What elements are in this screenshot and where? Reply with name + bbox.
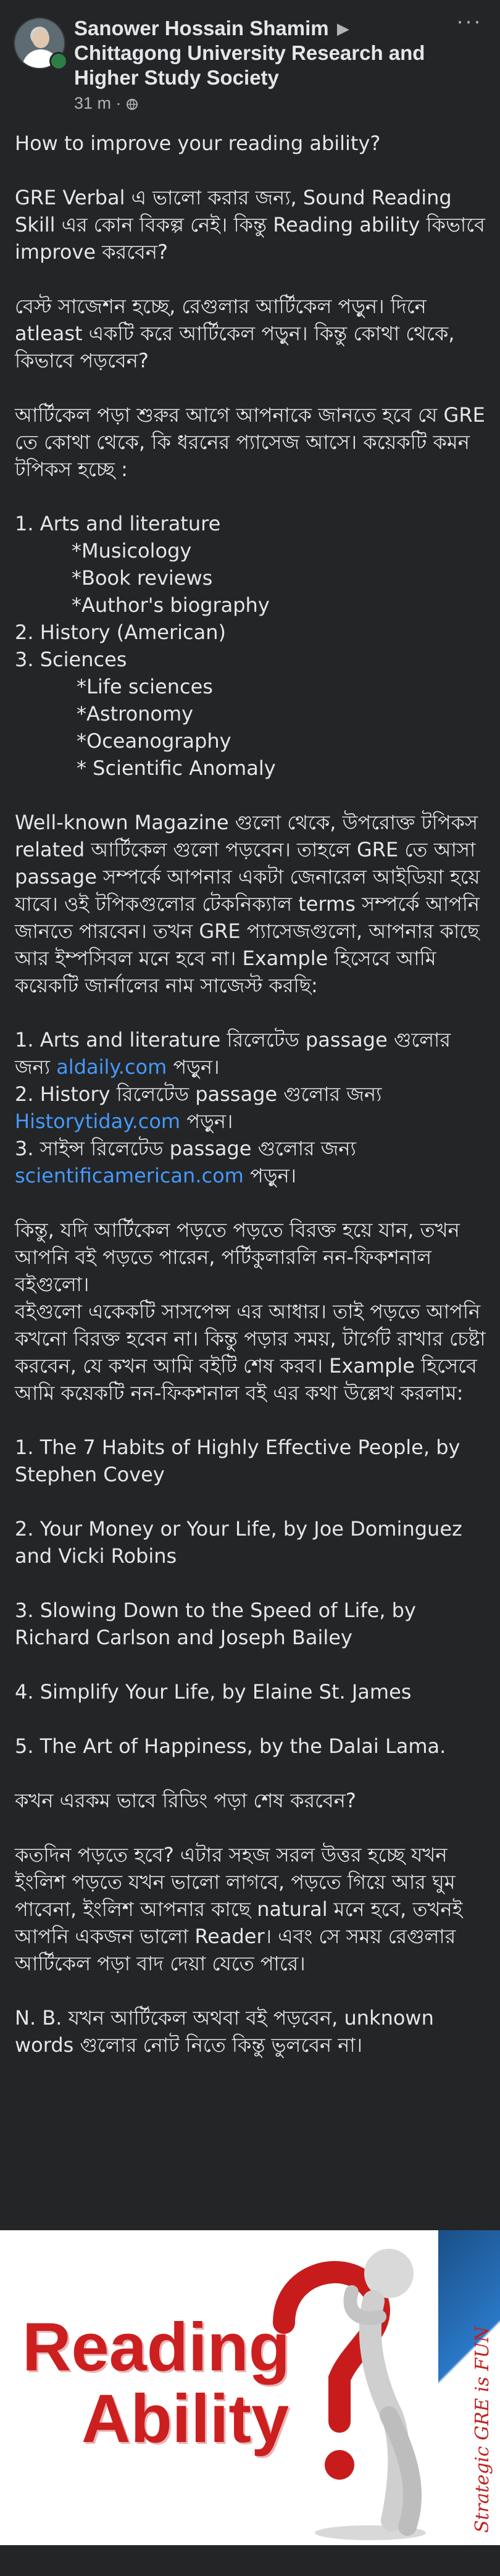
post-paragraph-5a: কিন্তু, যদি আর্টিকেল পড়তে পড়তে বিরক্ত হয়ে যান, তখন আপনি বই পড়তে পারেন, পর্টিকুলারলি নন-ফিকশনাল বইগুলো। bbox=[15, 1218, 460, 1296]
topic-subitem: *Life sciences bbox=[77, 675, 213, 698]
topic-item: 2. History (American) bbox=[15, 621, 226, 644]
topic-subitem: *Astronomy bbox=[77, 702, 194, 726]
post-paragraph-1: GRE Verbal এ ভালো করার জন্য, Sound Reading Skill এর কোন বিকল্প নেই। কিন্তু Reading ability কিভাবে improve করবেন? bbox=[15, 186, 485, 264]
book-item: 5. The Art of Happiness, by the Dalai Lama. bbox=[15, 1734, 446, 1758]
source-tail: পড়ুন। bbox=[167, 1055, 220, 1079]
post-paragraph-3: আর্টিকেল পড়া শুরুর আগে আপনাকে জানতে হবে যে GRE তে কোথা থেকে, কি ধরনের প্যাসেজ আসে। কয়েকটি কমন টপিকস হচ্ছে : bbox=[15, 403, 485, 481]
book-item: 3. Slowing Down to the Speed of Life, by Richard Carlson and Joseph Bailey bbox=[15, 1599, 416, 1649]
post-note: N. B. যখন আর্টিকেল অথবা বই পড়বেন, unknown words গুলোর নোট নিতে কিন্তু ভুলবেন না। bbox=[15, 2006, 434, 2057]
author-name[interactable]: Sanower Hossain Shamim bbox=[74, 17, 329, 40]
source-list bbox=[15, 1026, 488, 1189]
book-item: 2. Your Money or Your Life, by Joe Dominguez and Vicki Robins bbox=[15, 1517, 462, 1568]
topic-subitem: *Author's biography bbox=[72, 593, 270, 617]
source-text: 2. History রিলেটেড passage গুলোর জন্য bbox=[15, 1082, 382, 1106]
topic-item: 1. Arts and literature bbox=[15, 512, 221, 535]
book-item: 1. The 7 Habits of Highly Effective People, by Stephen Covey bbox=[15, 1436, 460, 1486]
source-text: 1. Arts and literature রিলেটেড passage গুলোর জন্য bbox=[15, 1028, 451, 1079]
post-paragraph-5b: বইগুলো একেকটি সাসপেন্স এর আধার। তাই পড়তে আপনি কখনো বিরক্ত হবেন না। কিন্তু পড়ার সময়, টার্গেট রাখার চেষ্টা করবেন, যে কখন আমি বইটি শেষ করব। Example হিসেবে আমি কয়েকটি নন-ফিকশনাল বই এর কথা উল্লেখ করলাম: bbox=[15, 1300, 486, 1405]
meta-separator: · bbox=[115, 94, 122, 112]
topic-subitem: *Book reviews bbox=[72, 566, 213, 590]
caret-right-icon: ▶ bbox=[336, 19, 349, 38]
source-item bbox=[15, 1081, 488, 1135]
source-item bbox=[15, 1026, 488, 1081]
topic-subitem: *Oceanography bbox=[77, 729, 231, 753]
topic-list bbox=[15, 510, 488, 782]
author-group-line bbox=[74, 16, 451, 90]
group-name[interactable]: Chittagong University Research and Higher Study Society bbox=[74, 41, 425, 89]
more-options-button[interactable]: ··· bbox=[456, 8, 482, 33]
topic-item: 3. Sciences bbox=[15, 648, 127, 671]
post-paragraph-6: কতদিন পড়তে হবে? এটার সহজ সরল উত্তর হচ্ছে যখন ইংলিশ পড়তে যখন ভালো লাগবে, পড়তে গিয়ে আর ঘুম পাবেনা, ইংলিশ আপনার কাছে natural মনে হবে, তখনই আপনি একজন ভালো Reader। এবং সে সময় রেগুলার আর্টিকেল পড়া বাদ দেয়া যেতে পারে। bbox=[15, 1843, 463, 1975]
post-meta bbox=[74, 93, 451, 114]
header-text bbox=[74, 16, 451, 114]
post-time[interactable]: 31 m bbox=[74, 94, 112, 112]
topic-subitem: *Musicology bbox=[72, 539, 192, 562]
post-paragraph-4: Well-known Magazine গুলো থেকে, উপরোক্ত টপিকস related আর্টিকেল গুলো পড়বেন। তাহলে GRE তে আসা passage সম্পর্কে আপনার একটা জেনারেল আইডিয়া হয়ে যাবে। ওই টপিকগুলোর টেকনিক্যাল terms সম্পর্কে আপনি জানতে পারবেন। তখন GRE প্যাসেজগুলো, আপনার কাছে আর ইম্পসিবল মনে হবে না। Example হিসেবে আমি কয়েকটি জার্নালের নাম সাজেস্ট করছি: bbox=[15, 811, 480, 997]
post-header bbox=[0, 0, 500, 123]
source-text: 3. সাইন্স রিলেটেড passage গুলোর জন্য bbox=[15, 1137, 356, 1160]
post-question-2: কখন এরকম ভাবে রিডিং পড়া শেষ করবেন? bbox=[15, 1789, 356, 1812]
historytoday-link[interactable]: Historytiday.com bbox=[15, 1110, 181, 1133]
post-footer bbox=[0, 2545, 500, 2576]
post-paragraph-2: বেস্ট সাজেশন হচ্ছে, রেগুলার আর্টিকেল পড়ুন। দিনে atleast একটি করে আর্টিকেল পড়ুন। কিন্তু কোথা থেকে, কিভাবে পড়বেন? bbox=[15, 295, 455, 372]
source-tail: পড়ুন। bbox=[243, 1164, 297, 1187]
post-image[interactable] bbox=[0, 2230, 500, 2545]
image-title-line-2: Ability bbox=[81, 2381, 290, 2457]
source-item bbox=[15, 1135, 488, 1189]
group-badge-icon bbox=[49, 52, 68, 70]
scientificamerican-link[interactable]: scientificamerican.com bbox=[15, 1164, 244, 1187]
source-tail: পড়ুন। bbox=[180, 1110, 233, 1133]
post-question: How to improve your reading ability? bbox=[15, 132, 381, 155]
image-title-line-1: Reading bbox=[22, 2309, 290, 2385]
book-item: 4. Simplify Your Life, by Elaine St. James bbox=[15, 1680, 412, 1704]
aldaily-link[interactable]: aldaily.com bbox=[56, 1055, 167, 1079]
topic-subitem: * Scientific Anomaly bbox=[77, 756, 276, 780]
post-body bbox=[15, 130, 488, 2086]
image-side-text: Strategic GRE is FUN bbox=[472, 2326, 493, 2533]
thinking-figure-illustration bbox=[259, 2230, 444, 2545]
avatar-face bbox=[32, 28, 49, 48]
globe-icon bbox=[126, 94, 138, 112]
